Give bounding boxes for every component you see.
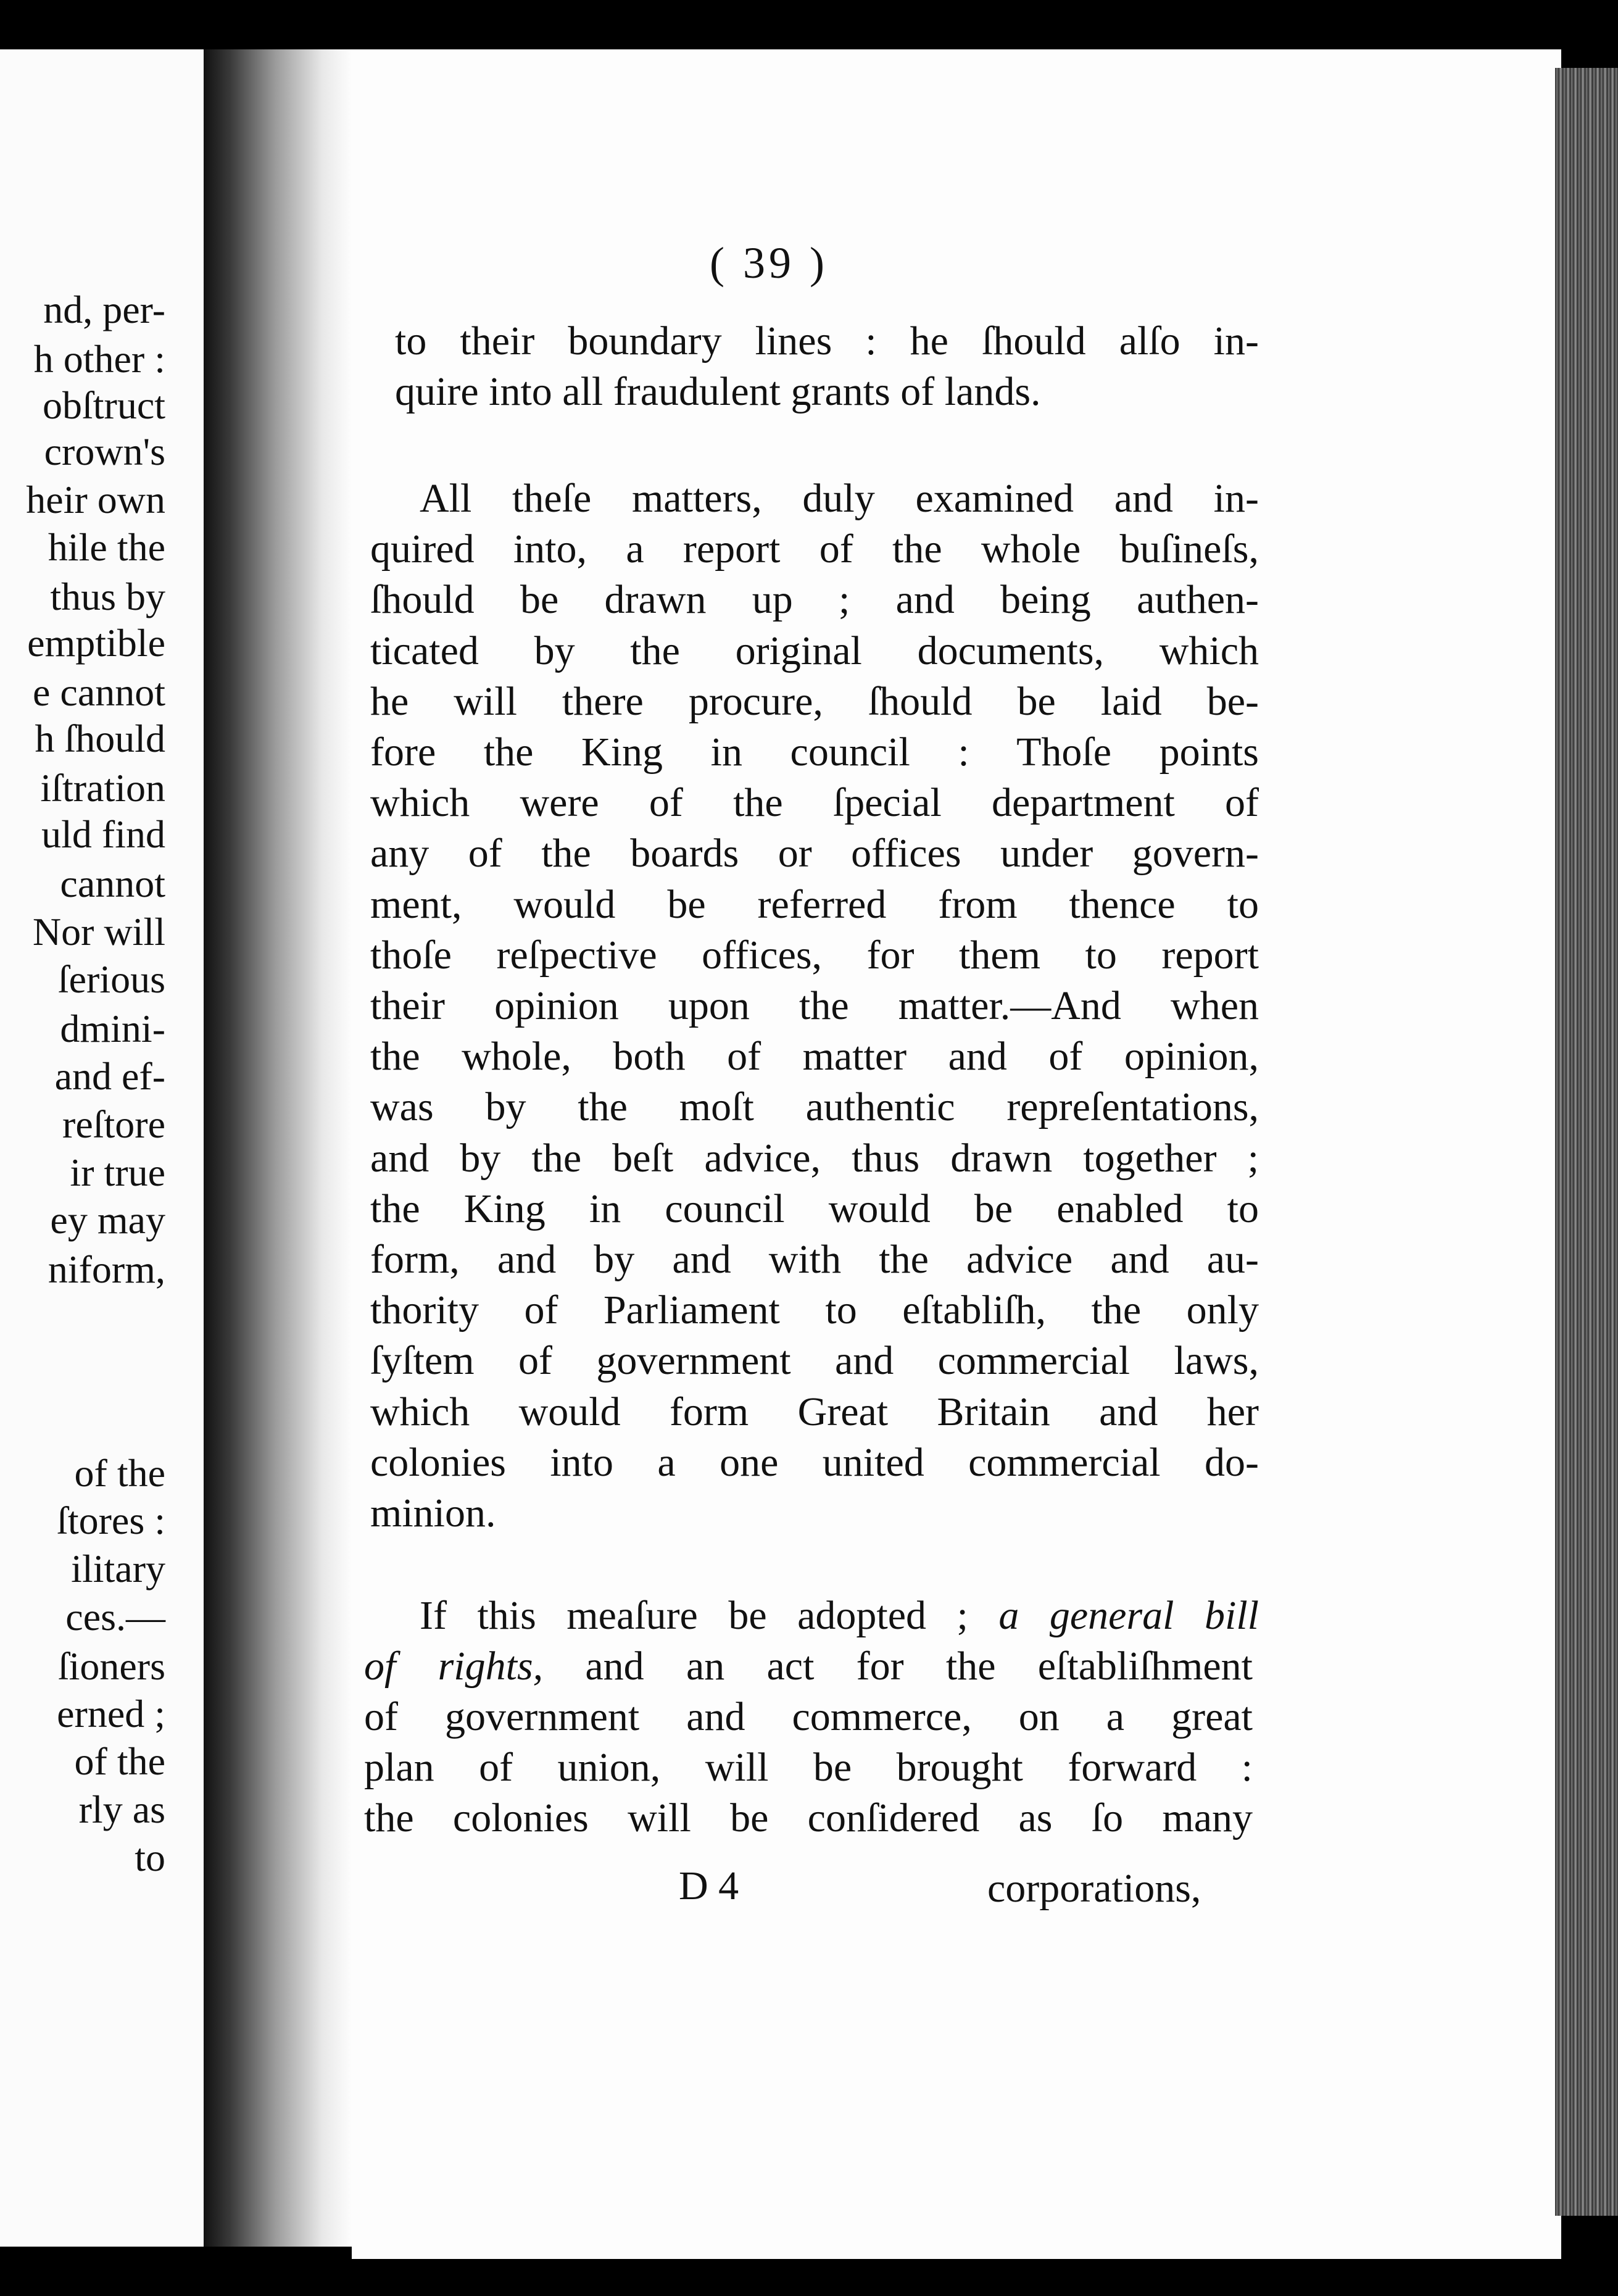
previous-page-line: niform,	[48, 1247, 165, 1291]
text-line: any of the boards or offices under govern-	[370, 831, 1259, 876]
previous-page-line: ir true	[70, 1150, 165, 1194]
text-line: ſhould be drawn up ; and being authen-	[370, 577, 1259, 622]
previous-page-line: reſtore	[62, 1102, 165, 1146]
signature-mark: D 4	[679, 1863, 739, 1908]
previous-page-line: uld find	[41, 812, 165, 856]
text-line: quire into all fraudulent grants of lands.	[395, 369, 1041, 414]
previous-page-line: Nor will	[32, 910, 165, 954]
text-line: and by the beſt advice, thus drawn together ;	[370, 1136, 1259, 1181]
text-line: ment, would be referred from thence to	[370, 882, 1259, 927]
book-gutter-shadow	[204, 49, 352, 2247]
previous-page-line: obſtruct	[42, 383, 165, 427]
page-number-header: ( 39 )	[710, 238, 828, 288]
previous-page-line: to	[135, 1836, 165, 1879]
text-line: fore the King in council : Thoſe points	[370, 730, 1259, 775]
previous-page-line: erned ;	[57, 1692, 165, 1736]
text-line: plan of union, will be brought forward :	[364, 1745, 1253, 1790]
previous-page-line: of the	[74, 1739, 165, 1783]
text-line: he will there procure, ſhould be laid be-	[370, 679, 1259, 724]
previous-page-line: heir own	[26, 478, 165, 522]
previous-page-line: hile the	[48, 525, 165, 569]
text-line: the King in council would be enabled to	[370, 1186, 1259, 1231]
previous-page-line: rly as	[78, 1787, 165, 1831]
previous-page-line: ces.—	[65, 1595, 165, 1639]
text-span: If this meaſure be adopted ;	[420, 1593, 999, 1638]
previous-page-line: crown's	[44, 430, 165, 473]
previous-page-line: ſerious	[57, 957, 165, 1001]
text-line: thority of Parliament to eſtabliſh, the only	[370, 1287, 1259, 1333]
previous-page-line: nd, per-	[43, 288, 165, 331]
text-line: which would form Great Britain and her	[370, 1389, 1259, 1434]
italic-text-span: of rights,	[364, 1644, 544, 1689]
text-line: was by the moſt authentic repreſentations,	[370, 1084, 1259, 1129]
previous-page-line: ey may	[50, 1198, 165, 1242]
previous-page-fragment	[0, 49, 204, 2247]
page-fore-edge	[1555, 68, 1618, 2216]
text-line: of government and commerce, on a great	[364, 1694, 1253, 1739]
paragraph-3-line-2	[364, 1646, 1253, 1687]
previous-page-line: e cannot	[33, 670, 165, 714]
text-line: the colonies will be conſidered as ſo many	[364, 1795, 1253, 1841]
text-line: ſyſtem of government and commercial laws,	[370, 1338, 1259, 1383]
text-line: thoſe reſpective offices, for them to report	[370, 933, 1259, 978]
previous-page-line: emptible	[27, 621, 165, 665]
previous-page-line: ilitary	[71, 1547, 165, 1591]
catchword: corporations,	[987, 1866, 1201, 1911]
text-line: their opinion upon the matter.—And when	[370, 983, 1259, 1028]
text-line: ticated by the original documents, which	[370, 628, 1259, 673]
text-line: All theſe matters, duly examined and in-	[420, 476, 1259, 521]
previous-page-line: h other :	[33, 337, 165, 381]
text-line: which were of the ſpecial department of	[370, 780, 1259, 825]
text-line: colonies into a one united commercial do-	[370, 1440, 1259, 1485]
previous-page-line: ſioners	[57, 1644, 165, 1688]
text-line: minion.	[370, 1491, 496, 1536]
previous-page-line: ſtores :	[57, 1499, 165, 1542]
text-span: and an act for the eſtabliſhment	[543, 1644, 1253, 1689]
previous-page-line: of the	[74, 1451, 165, 1495]
previous-page-line: h ſhould	[35, 717, 165, 760]
text-line: form, and by and with the advice and au-	[370, 1237, 1259, 1282]
text-line: quired into, a report of the whole buſineſs,	[370, 526, 1259, 572]
italic-text-span: a general bill	[998, 1593, 1259, 1638]
previous-page-line: dmini-	[60, 1007, 165, 1050]
paragraph-3-line-1	[420, 1595, 1259, 1636]
previous-page-line: iſtration	[40, 766, 165, 810]
text-line: to their boundary lines : he ſhould alſo in-	[395, 318, 1259, 364]
previous-page-line: and ef-	[54, 1054, 165, 1098]
previous-page-line: thus by	[50, 575, 165, 618]
text-line: the whole, both of matter and of opinion,	[370, 1034, 1259, 1079]
previous-page-line: cannot	[60, 862, 165, 905]
